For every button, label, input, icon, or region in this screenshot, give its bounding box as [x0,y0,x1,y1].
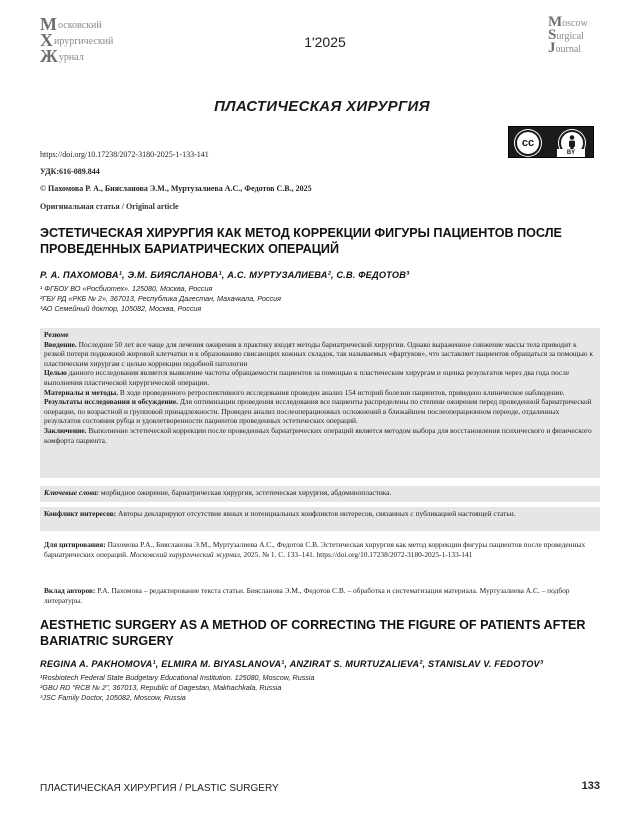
conflict-of-interest-box [40,507,600,531]
article-type: Оригинальная статья / Original article [40,202,179,211]
affiliation-item: ²ГБУ РД «РКБ № 2», 367013, Республика Дагестан, Махачкала, Россия [40,294,281,303]
authors-en: REGINA A. PAKHOMOVA¹, ELMIRA M. BIYASLANOVA¹, ANZIRAT S. MURTUZALIEVA², STANISLAV V. FEDOTOV³ [40,659,544,669]
authors-ru: Р. А. ПАХОМОВА¹, Э.М. БИЯСЛАНОВА¹, А.С. МУРТУЗАЛИЕВА², С.В. ФЕДОТОВ³ [40,270,410,280]
citation-box: Для цитирования: Пахомова Р.А., Биясланова Э.М., Муртузалиева А.С., Федотов С.В. Эстетическая хирургия как метод коррекции фигуры пациентов после проведенных бариатрических операций. Московский хирургический журнал, 2025. № 1. С. 133–141. https://doi.org/10.17238/2072-3180-2025-1-133-141 [44,540,586,559]
conflict-text: Авторы декларируют отсутствие явных и потенциальных конфликтов интересов, связанных с публикацией настоящей статьи. [116,509,516,518]
copyright-line: © Пахомова Р. А., Биясланова Э.М., Муртузалиева А.С., Федотов С.В., 2025 [40,184,312,193]
keywords-label: Ключевые слова: [44,488,99,497]
author-contribution-box [40,584,600,608]
contribution-label: Вклад авторов: [44,586,96,595]
affiliation-item: ¹ ФГБОУ ВО «Росбиотех». 125080, Москва, Россия [40,284,213,293]
footer-section: ПЛАСТИЧЕСКАЯ ХИРУРГИЯ / PLASTIC SURGERY [40,783,279,794]
article-title-en: AESTHETIC SURGERY AS A METHOD OF CORRECTING THE FIGURE OF PATIENTS AFTER BARIATRIC SURGERY [40,618,586,648]
abstract-introduction: Введение. Последние 50 лет все чаще для лечения ожирения в практику входят методы бариатрической хирургии. Однако выраженное снижение массы тела приводит к резкой потери подкожной жировой клетчатки и к образованию свисающих кожных складок, так называемых «фартуков», что заставляет пациентов обращаться за помощью к пластическим хирургам с целью коррекции подобной патологии [44,339,593,368]
article-title-ru: ЭСТЕТИЧЕСКАЯ ХИРУРГИЯ КАК МЕТОД КОРРЕКЦИИ ФИГУРЫ ПАЦИЕНТОВ ПОСЛЕ ПРОВЕДЕННЫХ БАРИАТРИЧЕСКИХ ОПЕРАЦИЙ [40,226,562,256]
affiliations-ru [40,284,600,314]
affiliations-en [40,673,600,703]
udc-code: УДК:616-089.844 [40,167,100,176]
abstract-aim: Целью данного исследования является выявление частоты обращаемости пациентов за помощью к пластическим хирургам и оценка результатов через два года после выполнения пластической хирургической операции. [44,368,570,387]
section-heading: ПЛАСТИЧЕСКАЯ ХИРУРГИЯ [214,98,430,115]
by-label-strip: BY [557,149,585,157]
affiliation-item: ³JSC Family Doctor, 105082, Moscow, Russia [40,693,186,702]
doi-link[interactable]: https://doi.org/10.17238/2072-3180-2025-1-133-141 [40,150,209,159]
affiliation-item: ¹Rosbiotech Federal State Budgetary Educational Institution. 125080, Moscow, Russia [40,673,315,682]
abstract-box [40,328,600,478]
page-number: 133 [581,780,600,792]
abstract-conclusion: Заключение. Выполнение эстетической коррекции после проведенных бариатрических операций является методом выбора для восстановления психического и физического комфорта пациента. [44,425,592,445]
affiliation-item: ³АО Семейный доктор, 105082, Москва, Россия [40,304,202,313]
journal-logo-ru: Московский Хирургический Журнал [40,14,114,66]
keywords-box [40,486,600,502]
abstract-heading: Резюме [44,330,69,339]
contribution-text: Р.А. Пахомова – редактирование текста статьи. Биясланова Э.М., Федотов С.В. – обработка и систематизация материала. Муртузалиева А.С. – подбор литературы. [44,586,570,605]
abstract-results: Результаты исследования и обсуждение. Для оптимизации проведения исследования все пациенты распределены по степени ожирения перед проведенной бариатрической операции, по возрастной и групповой принадлежности. Проведен анализ послеоперационных осложнений в ближайшем послеоперационном периоде, отдаленных результатов состояния рубца и удовлетворенности пациентов проведенных эстетических операций. [44,397,592,426]
cc-icon: cc [515,130,541,156]
keywords-text: морбидное ожирение, бариатрическая хирургия, эстетическая хирургия, абдоминопластика. [99,488,392,497]
journal-logo-en: Moscow Surgical Journal [548,14,588,56]
affiliation-item: ²GBU RD "RCB № 2", 367013, Republic of Dagestan, Makhachkala, Russia [40,683,282,692]
abstract-methods: Материалы и методы. В ходе проведенного ретроспективного исследования проведен анализ 154 историй болезни пациентов, приведено клиническое наблюдение. [44,387,565,397]
citation-label: Для цитирования: [44,540,106,549]
conflict-label: Конфликт интересов: [44,509,117,518]
citation-journal: Московский хирургический журнал [129,549,240,559]
issue-number: 1'2025 [304,34,346,50]
